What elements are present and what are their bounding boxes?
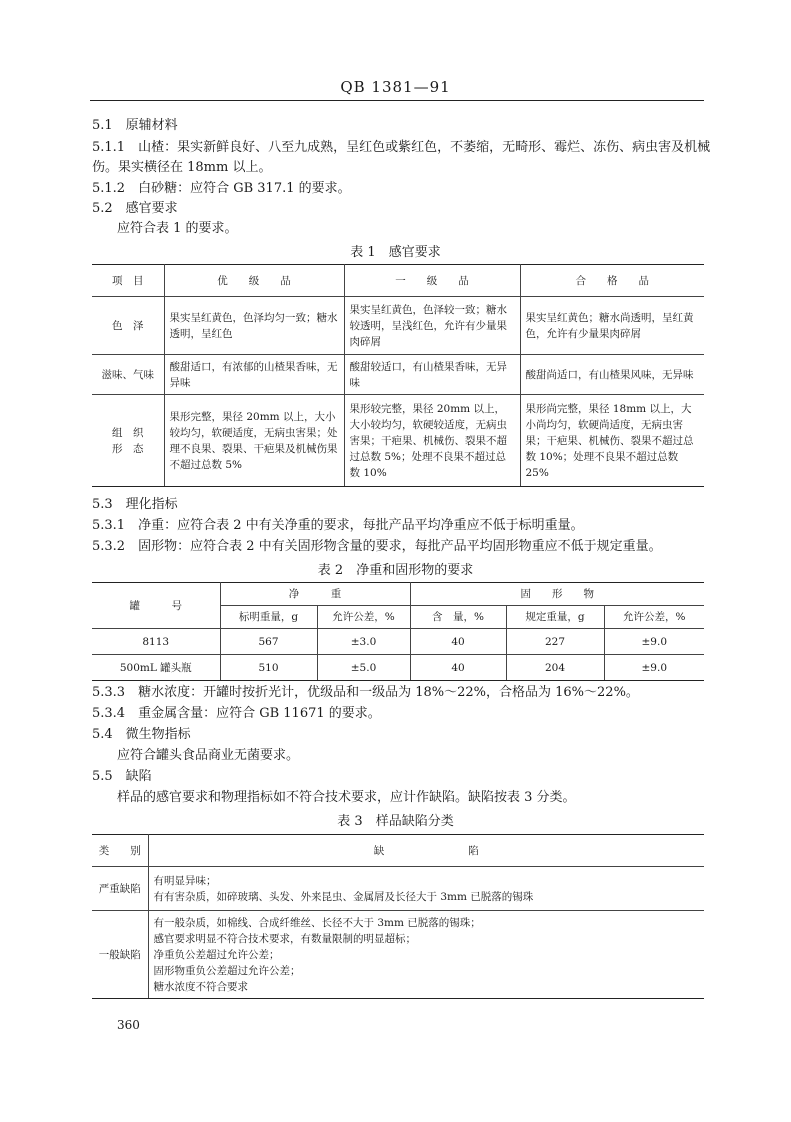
section-5-3-2: 5.3.2 固形物：应符合表 2 中有关固形物含量的要求，每批产品平均固形物重应不低于规定重量。 — [92, 539, 662, 554]
table3-defects — [92, 834, 704, 999]
table-cell: 酸甜较适口，有山楂果香味，无异味 — [344, 355, 520, 395]
table2-subheader: 允许公差，% — [317, 606, 410, 629]
table2-caption: 表 2 净重和固形物的要求 — [317, 563, 474, 578]
table-cell: 500mL 罐头瓶 — [92, 655, 220, 681]
table1-header-premium: 优 级 品 — [164, 265, 344, 297]
table-cell: ±3.0 — [317, 629, 410, 655]
table-cell: 酸甜尚适口，有山楂果风味，无异味 — [520, 355, 704, 395]
section-5-1-1-line1: 5.1.1 山楂：果实新鲜良好、八至九成熟，呈红色或紫红色，不萎缩，无畸形、霉烂、冻伤、病虫害及机械 — [92, 140, 711, 155]
table-cell: 果形完整，果径 20mm 以上，大小较均匀，软硬适度，无病虫害果；处理不良果、裂果、干疤果及机械伤果不超过总数 5% — [164, 395, 344, 487]
table-row — [92, 867, 704, 911]
table-cell: ±9.0 — [604, 629, 704, 655]
page-number: 360 — [117, 1018, 140, 1032]
table3-category: 一般缺陷 — [92, 911, 148, 999]
table2-header-net: 净 重 — [220, 583, 410, 606]
section-5-1-2: 5.1.2 白砂糖：应符合 GB 317.1 的要求。 — [92, 181, 351, 196]
table-cell: 510 — [220, 655, 317, 681]
table1-row-label: 组 织 形 态 — [92, 395, 164, 487]
table-cell: 果实呈红黄色，色泽均匀一致；糖水透明，呈红色 — [164, 297, 344, 355]
table-cell: 果实呈红黄色；糖水尚透明，呈红黄色，允许有少量果肉碎屑 — [520, 297, 704, 355]
section-5-3-4: 5.3.4 重金属含量：应符合 GB 11671 的要求。 — [92, 706, 381, 721]
table1-caption: 表 1 感官要求 — [350, 245, 441, 260]
section-5-1: 5.1 原辅材料 — [92, 118, 178, 133]
table-row — [92, 355, 704, 395]
section-5-3-1: 5.3.1 净重：应符合表 2 中有关净重的要求，每批产品平均净重应不低于标明重量。 — [92, 518, 584, 533]
table-cell: ±9.0 — [604, 655, 704, 681]
table1-row-label: 色 泽 — [92, 297, 164, 355]
table-cell: 果形较完整，果径 20mm 以上，大小较均匀，软硬较适度，无病虫害果；干疤果、机械伤、裂果不超过总数 5%；处理不良果不超过总数 10% — [344, 395, 520, 487]
table-cell: ±5.0 — [317, 655, 410, 681]
table3-caption: 表 3 样品缺陷分类 — [337, 814, 454, 829]
table1-sensory — [92, 264, 704, 487]
page-header: QB 1381—91 — [340, 78, 451, 96]
table1-header-first: 一 级 品 — [344, 265, 520, 297]
section-5-3: 5.3 理化指标 — [92, 497, 178, 512]
table-cell: 果形尚完整，果径 18mm 以上，大小尚均匀，软硬尚适度，无病虫害果；干疤果、机械伤、裂果不超过总数 10%；处理不良果不超过总数 25% — [520, 395, 704, 487]
section-5-4: 5.4 微生物指标 — [92, 727, 191, 742]
table1-row-label: 滋味、气味 — [92, 355, 164, 395]
table-cell: 40 — [410, 655, 506, 681]
header-rule — [90, 100, 704, 101]
table1-header-qualified: 合 格 品 — [520, 265, 704, 297]
table1-header-item: 项 目 — [92, 265, 164, 297]
table-cell: 204 — [506, 655, 604, 681]
table2-header-can: 罐 号 — [92, 583, 220, 629]
table2-subheader: 规定重量，g — [506, 606, 604, 629]
section-5-3-3: 5.3.3 糖水浓度：开罐时按折光计，优级品和一级品为 18%～22%，合格品为 16%～22%。 — [92, 685, 639, 700]
table3-header-category: 类 别 — [92, 835, 148, 867]
section-5-5-text: 样品的感官要求和物理指标如不符合技术要求，应计作缺陷。缺陷按表 3 分类。 — [117, 790, 576, 805]
table3-category: 严重缺陷 — [92, 867, 148, 911]
table-row — [92, 395, 704, 487]
table-row — [92, 911, 704, 999]
table-cell: 酸甜适口，有浓郁的山楂果香味，无异味 — [164, 355, 344, 395]
table-row — [92, 629, 704, 655]
table-cell: 227 — [506, 629, 604, 655]
table2-subheader: 标明重量，g — [220, 606, 317, 629]
table-row — [92, 297, 704, 355]
table-cell: 果实呈红黄色，色泽较一致；糖水较透明，呈浅红色，允许有少量果肉碎屑 — [344, 297, 520, 355]
table-row — [92, 655, 704, 681]
table3-header-defect: 缺 陷 — [148, 835, 704, 867]
table2-subheader: 允许公差，% — [604, 606, 704, 629]
table-cell: 8113 — [92, 629, 220, 655]
table-cell: 40 — [410, 629, 506, 655]
table-cell: 有明显异味； 有有害杂质，如碎玻璃、头发、外来昆虫、金属屑及长径大于 3mm 已脱落的锡珠 — [148, 867, 704, 911]
section-5-5: 5.5 缺陷 — [92, 769, 152, 784]
table-cell: 567 — [220, 629, 317, 655]
table-cell: 有一般杂质，如棉线、合成纤维丝、长径不大于 3mm 已脱落的锡珠； 感官要求明显不符合技术要求，有数量限制的明显超标； 净重负公差超过允许公差； 固形物重负公差超过允许公差； 糖水浓度不符合要求 — [148, 911, 704, 999]
table2-header-solid: 固 形 物 — [410, 583, 704, 606]
table2-weight — [92, 582, 704, 681]
section-5-1-1-line2: 伤。果实横径在 18mm 以上。 — [92, 160, 272, 175]
section-5-4-text: 应符合罐头食品商业无菌要求。 — [117, 748, 300, 763]
section-5-2-text: 应符合表 1 的要求。 — [117, 221, 238, 236]
table2-subheader: 含 量，% — [410, 606, 506, 629]
section-5-2: 5.2 感官要求 — [92, 201, 178, 216]
